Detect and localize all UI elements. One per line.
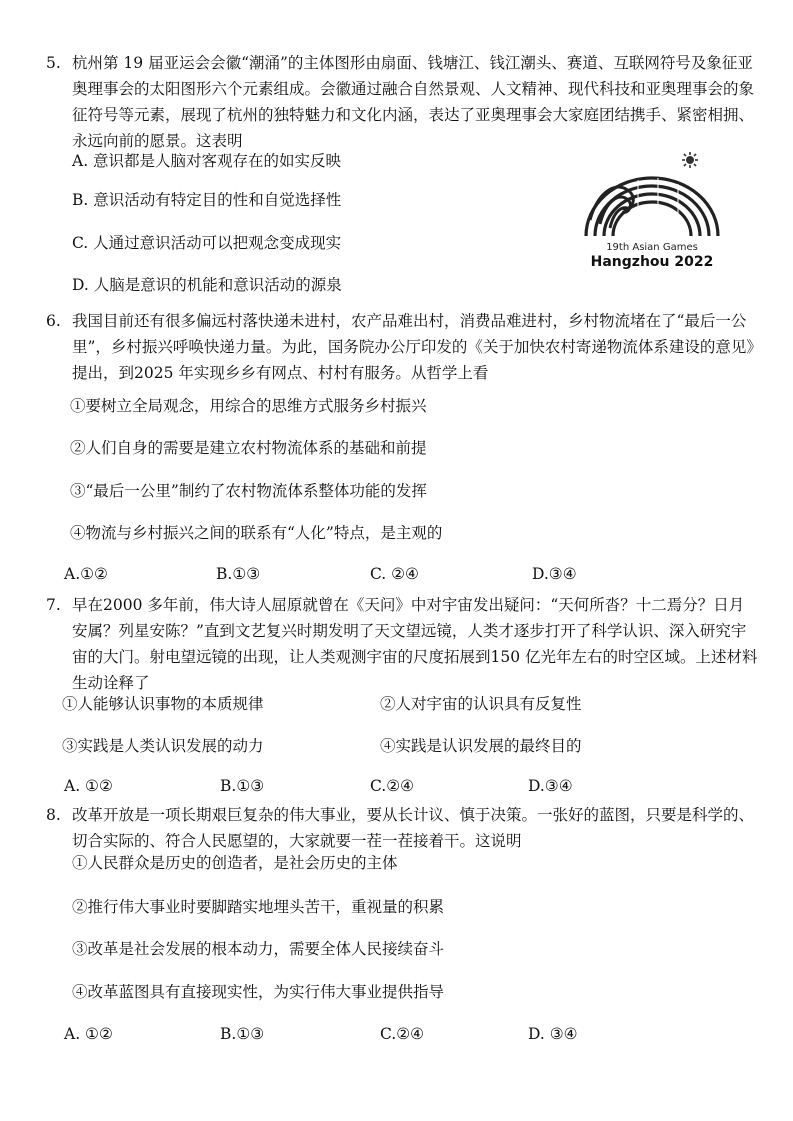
statement-1: ①要树立全局观念，用综合的思维方式服务乡村振兴 — [70, 397, 427, 415]
question-7 — [46, 592, 758, 696]
question-5 — [46, 50, 758, 154]
question-6 — [46, 308, 758, 386]
option-b: B. 意识活动有特定目的性和自觉选择性 — [72, 191, 342, 209]
statement-3: ③“最后一公里”制约了农村物流体系整体功能的发挥 — [70, 482, 427, 500]
question-stem: 我国目前还有很多偏远村落快递未进村，农产品难出村，消费品难进村，乡村物流堵在了“最后一公里”，乡村振兴呼唤快递力量。为此，国务院办公厅印发的《关于加快农村寄递物流体系建设的意见》提出，到2025 年实现乡乡有网点、村村有服务。从哲学上看 — [72, 312, 755, 382]
question-number: 7. — [46, 596, 61, 614]
statement-3: ③改革是社会发展的根本动力，需要全体人民接续奋斗 — [72, 940, 445, 958]
statement-3: ③实践是人类认识发展的动力 — [62, 737, 264, 755]
question-number: 5. — [46, 54, 61, 72]
choice-b: B.①③ — [220, 1025, 265, 1043]
choice-a: A. ①② — [64, 1025, 113, 1043]
statement-2: ②人对宇宙的认识具有反复性 — [380, 695, 582, 713]
choice-c: C. ②④ — [370, 565, 419, 583]
option-a: A. 意识都是人脑对客观存在的如实反映 — [72, 152, 342, 170]
logo-caption-line1: 19th Asian Games — [606, 242, 698, 253]
option-c: C. 人通过意识活动可以把观念变成现实 — [72, 234, 342, 252]
statement-4: ④物流与乡村振兴之间的联系有“人化”特点，是主观的 — [70, 524, 443, 542]
choice-d: D.③④ — [528, 777, 573, 795]
hangzhou-asian-games-emblem-icon — [578, 150, 726, 242]
logo-caption-line2: Hangzhou 2022 — [590, 254, 714, 270]
statement-4: ④实践是认识发展的最终目的 — [380, 737, 582, 755]
option-d: D. 人脑是意识的机能和意识活动的源泉 — [72, 276, 342, 294]
statement-4: ④改革蓝图具有直接现实性，为实行伟大事业提供指导 — [72, 983, 445, 1001]
question-number: 8. — [46, 806, 61, 824]
choice-d: D.③④ — [532, 565, 577, 583]
asian-games-logo — [578, 150, 726, 272]
statement-2: ②人们自身的需要是建立农村物流体系的基础和前提 — [70, 439, 427, 457]
question-stem: 早在2000 多年前，伟大诗人屈原就曾在《天问》中对宇宙发出疑问：“天何所沓？十二焉分？日月安属？列星安陈？”直到文艺复兴时期发明了天文望远镜，人类才逐步打开了科学认识、深入研究宇宙的大门。射电望远镜的出现，让人类观测宇宙的尺度拓展到150 亿光年左右的时空区域。上述材料生动诠释了 — [72, 596, 758, 692]
statement-1: ①人能够认识事物的本质规律 — [62, 695, 264, 713]
choice-d: D. ③④ — [528, 1025, 578, 1043]
choice-c: C.②④ — [370, 777, 415, 795]
question-number: 6. — [46, 312, 61, 330]
question-stem: 杭州第 19 届亚运会会徽“潮涌”的主体图形由扇面、钱塘江、钱江潮头、赛道、互联网符号及象征亚奥理事会的太阳图形六个元素组成。会徽通过融合自然景观、人文精神、现代科技和亚奥理事会的象征符号等元素，展现了杭州的独特魅力和文化内涵，表达了亚奥理事会大家庭团结携手、紧密相拥、永远向前的愿景。这表明 — [72, 54, 755, 150]
choice-a: A.①② — [64, 565, 108, 583]
question-8 — [46, 802, 758, 854]
statement-1: ①人民群众是历史的创造者，是社会历史的主体 — [72, 854, 398, 872]
choice-a: A. ①② — [64, 777, 113, 795]
choice-c: C.②④ — [380, 1025, 425, 1043]
choice-b: B.①③ — [216, 565, 261, 583]
choice-b: B.①③ — [220, 777, 265, 795]
question-stem: 改革开放是一项长期艰巨复杂的伟大事业，要从长计议、慎于决策。一张好的蓝图，只要是科学的、切合实际的、符合人民愿望的，大家就要一茬一茬接着干。这说明 — [72, 806, 755, 850]
statement-2: ②推行伟大事业时要脚踏实地埋头苦干，重视量的积累 — [72, 898, 445, 916]
